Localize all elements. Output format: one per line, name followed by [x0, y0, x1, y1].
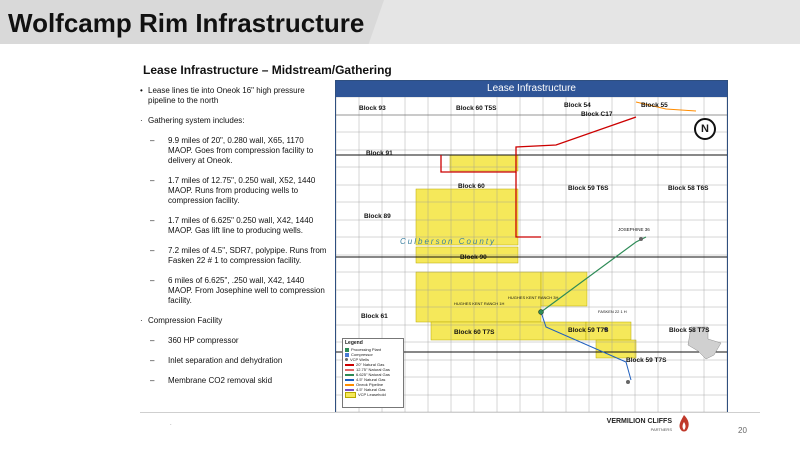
label-block-91: Block 91 [366, 150, 393, 157]
slide-content [140, 86, 330, 386]
flame-logo-icon [676, 414, 692, 434]
gathering-item: – 1.7 miles of 6.625" 0.250 wall, X42, 1440 MAOP. Gas lift line to producing wells. [140, 216, 330, 236]
label-block-60-t5s: Block 60 T5S [456, 105, 497, 112]
legend-item: 6.625" Natural Gas [343, 372, 403, 377]
label-block-59-t6s: Block 59 T6S [568, 185, 609, 192]
legend-item: Compressor [343, 352, 403, 357]
label-block-89: Block 89 [364, 213, 391, 220]
compression-item: – Inlet separation and dehydration [140, 356, 330, 366]
map-legend [342, 338, 404, 408]
line-swatch [345, 374, 354, 376]
line-swatch [345, 369, 354, 371]
leasehold-swatch [345, 392, 356, 398]
legend-item: Processing Plant [343, 347, 403, 352]
processing-plant-icon [345, 348, 349, 352]
label-block-59-t7s-b: Block 59 T7S [626, 357, 667, 364]
gathering-item: – 1.7 miles of 12.75", 0.250 wall, X52, 1440 MAOP. Runs from producing wells to compression facility. [140, 176, 330, 206]
slide-subtitle: Lease Infrastructure – Midstream/Gathering [143, 63, 392, 77]
label-block-60: Block 60 [458, 183, 485, 190]
compressor-icon [345, 353, 349, 357]
company-name: VERMILION CLIFFS [606, 418, 672, 425]
well-icon [345, 358, 348, 361]
label-block-60-t7s: Block 60 T7S [454, 329, 495, 336]
page-number: 20 [738, 426, 747, 435]
line-swatch [345, 389, 354, 391]
label-block-61: Block 61 [361, 313, 388, 320]
label-hughes-1: HUGHES KENT RANCH 1H [454, 301, 505, 306]
compression-title: · Compression Facility [140, 316, 330, 326]
compression-item: – Membrane CO2 removal skid [140, 376, 330, 386]
footer-divider [140, 412, 760, 413]
line-swatch [345, 364, 354, 366]
legend-item: 4.5" Natural Gas [343, 377, 403, 382]
line-swatch [345, 384, 354, 386]
label-block-58-t7s: Block 58 T7S [669, 327, 710, 334]
gathering-item: – 9.9 miles of 20", 0.280 wall, X65, 1170 MAOP. Goes from compression facility to delivery at Oneok. [140, 136, 330, 166]
gathering-title: · Gathering system includes: [140, 116, 330, 126]
compression-item: – 360 HP compressor [140, 336, 330, 346]
label-block-58-t6s: Block 58 T6S [668, 185, 709, 192]
page-title: Wolfcamp Rim Infrastructure [8, 8, 365, 38]
label-josephine: JOSEPHINE 36 [618, 227, 650, 232]
company-sub: PARTNERS [650, 427, 672, 432]
footer-dot: . [170, 421, 172, 427]
label-block-c17: Block C17 [581, 111, 613, 118]
legend-item: 20" Natural Gas [343, 362, 403, 367]
label-block-93: Block 93 [359, 105, 386, 112]
county-label: Culberson County [400, 237, 497, 246]
legend-item: 12.75" Natural Gas [343, 367, 403, 372]
gathering-item: – 7.2 miles of 4.5", SDR7, polypipe. Runs from Fasken 22 # 1 to compression facility. [140, 246, 330, 266]
north-arrow-icon: N [694, 118, 716, 140]
gathering-item: – 6 miles of 6.625", .250 wall, X42, 1440 MAOP. From Josephine well to compression facility. [140, 276, 330, 306]
legend-item: 4.5" Natural Gas [343, 387, 403, 392]
label-block-54: Block 54 [564, 102, 591, 109]
legend-item: VCP Wells [343, 357, 403, 362]
label-fasken: FASKEN 22 1 H [598, 309, 627, 314]
label-block-90: Block 90 [460, 254, 487, 261]
line-swatch [345, 379, 354, 381]
label-hughes-2: HUGHES KENT RANCH 3H [508, 295, 559, 300]
legend-title: Legend [345, 340, 363, 346]
label-block-59-t7s: Block 59 T7S [568, 327, 609, 334]
legend-item: Oneok Pipeline [343, 382, 403, 387]
label-block-55: Block 55 [641, 102, 668, 109]
legend-item: VCP Leasehold [343, 392, 403, 397]
map-header: Lease Infrastructure [336, 81, 727, 97]
bullet-oneok: • Lease lines tie into Oneok 16" high pressure pipeline to the north [140, 86, 330, 106]
